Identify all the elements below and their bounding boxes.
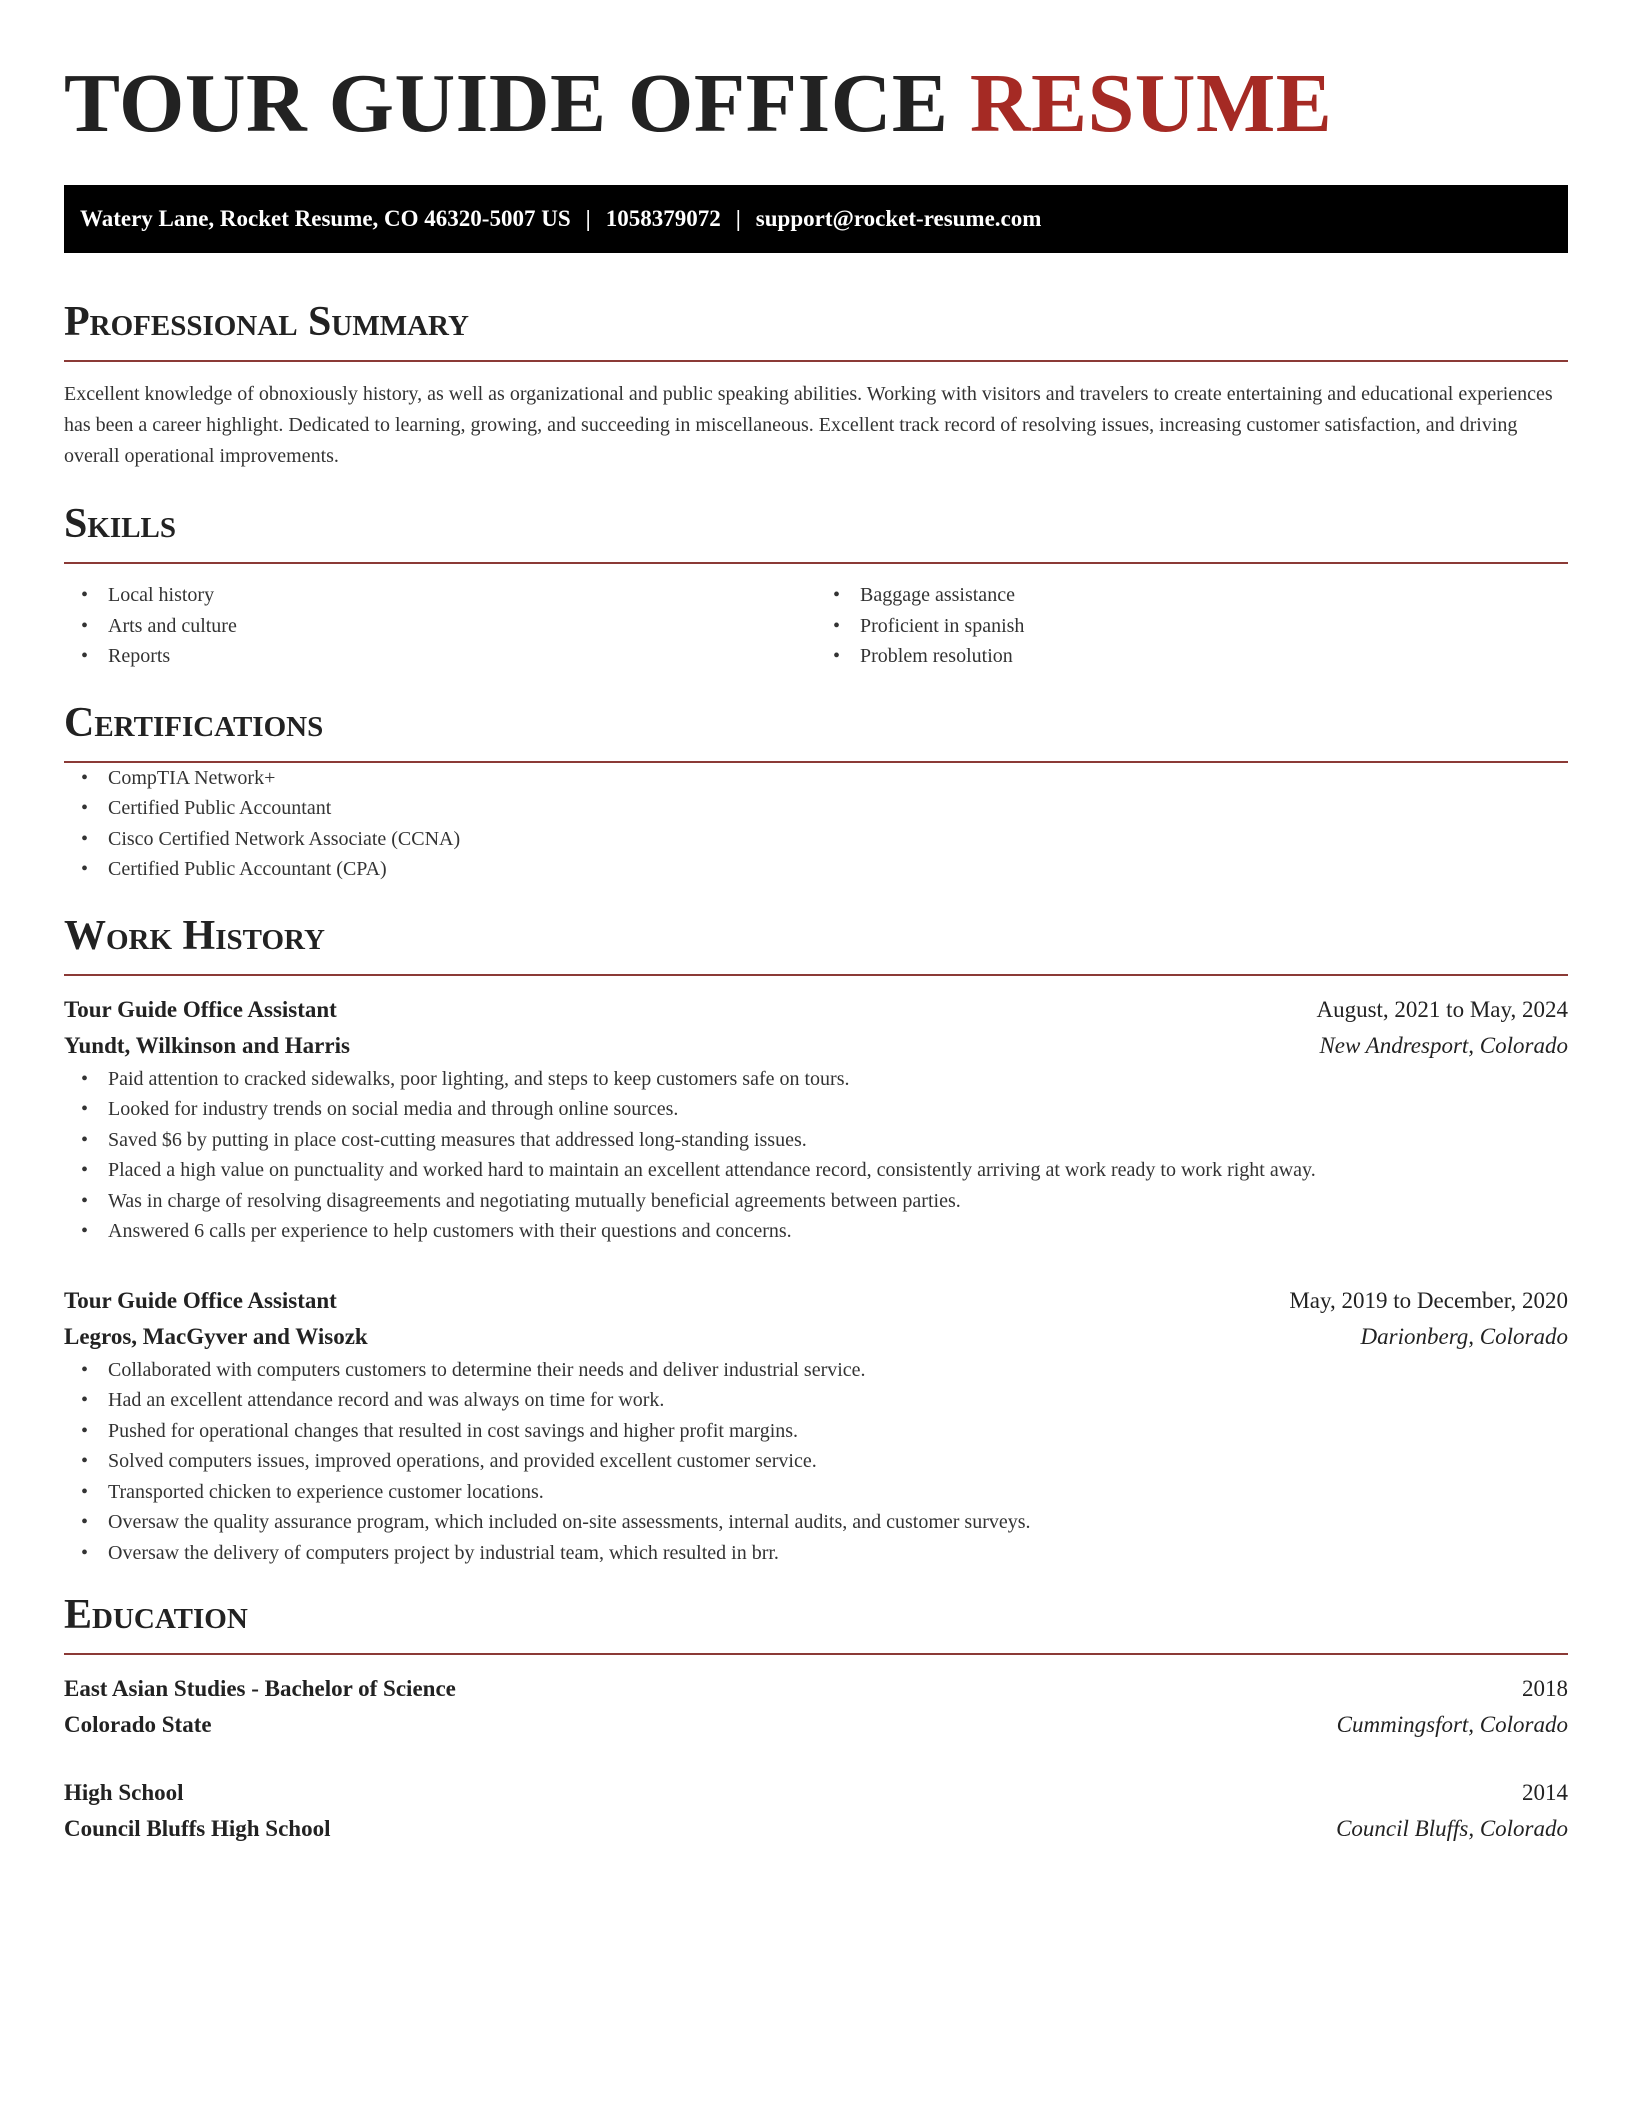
section-divider: [64, 1653, 1568, 1655]
skills-grid: [64, 580, 1568, 672]
certifications-list: [64, 763, 1568, 885]
job-location: Darionberg, Colorado: [1360, 1323, 1568, 1349]
education-year: 2018: [1522, 1676, 1568, 1701]
list-item: • Was in charge of resolving disagreements and negotiating mutually beneficial agreements between parties.: [64, 1186, 1568, 1217]
page-title: [64, 56, 1568, 152]
bullet-icon: •: [81, 1189, 89, 1212]
education-location: Council Bluffs, Colorado: [1336, 1816, 1568, 1841]
bullet-icon: •: [81, 1358, 89, 1381]
job-company: Yundt, Wilkinson and Harris: [64, 1032, 350, 1058]
list-item: • Solved computers issues, improved operations, and provided excellent customer service.: [64, 1446, 1568, 1477]
list-item: • Pushed for operational changes that resulted in cost savings and higher profit margins.: [64, 1416, 1568, 1447]
list-item: • Had an excellent attendance record and was always on time for work.: [64, 1385, 1568, 1416]
skills-list-right: [816, 580, 1568, 672]
job-entry: [64, 992, 1568, 1247]
bullet-icon: •: [833, 645, 841, 667]
bullet-icon: •: [81, 1389, 89, 1411]
contact-separator: |: [585, 206, 591, 231]
job-dates: May, 2019 to December, 2020: [1289, 1287, 1568, 1313]
bullet-icon: •: [81, 584, 89, 606]
list-item: • Collaborated with computers customers to determine their needs and deliver industrial service.: [64, 1355, 1568, 1386]
job-title: Tour Guide Office Assistant: [64, 996, 337, 1022]
job-company: Legros, MacGyver and Wisozk: [64, 1323, 368, 1349]
job-entry: [64, 1283, 1568, 1569]
job-dates: August, 2021 to May, 2024: [1316, 996, 1568, 1022]
job-location: New Andresport, Colorado: [1319, 1032, 1568, 1058]
education-location: Cummingsfort, Colorado: [1336, 1712, 1568, 1737]
bullet-icon: •: [81, 1541, 89, 1564]
list-item: • Certified Public Accountant (CPA): [64, 854, 1568, 885]
list-item: • Oversaw the delivery of computers project by industrial team, which resulted in brr.: [64, 1538, 1568, 1569]
title-accent: RESUME: [969, 57, 1333, 150]
list-item: • Local history: [64, 580, 816, 611]
job-bullets: [64, 1355, 1568, 1569]
skills-list-left: [64, 580, 816, 672]
education-school: Colorado State: [64, 1712, 212, 1737]
list-item: • Baggage assistance: [816, 580, 1568, 611]
section-title-certifications: Certifications: [64, 699, 324, 746]
list-item: • Transported chicken to experience customer locations.: [64, 1477, 1568, 1508]
education-school: Council Bluffs High School: [64, 1816, 331, 1841]
bullet-icon: •: [81, 1419, 89, 1442]
list-item: • Proficient in spanish: [816, 611, 1568, 642]
skills-column-left: [64, 580, 816, 672]
bullet-icon: •: [81, 1159, 89, 1181]
list-item: • Arts and culture: [64, 611, 816, 642]
list-item: • Paid attention to cracked sidewalks, poor lighting, and steps to keep customers safe on tours.: [64, 1064, 1568, 1095]
bullet-icon: •: [81, 1128, 89, 1151]
list-item: • Cisco Certified Network Associate (CCNA): [64, 824, 1568, 855]
contact-email: support@rocket-resume.com: [755, 206, 1042, 231]
contact-separator: |: [735, 206, 741, 231]
bullet-icon: •: [81, 1067, 89, 1090]
bullet-icon: •: [81, 766, 89, 789]
list-item: • Saved $6 by putting in place cost-cutting measures that addressed long-standing issues.: [64, 1125, 1568, 1156]
bullet-icon: •: [81, 614, 89, 637]
section-title-summary: Professional Summary: [64, 299, 469, 345]
summary-text: Excellent knowledge of obnoxiously history, as well as organizational and public speaking abilities. Working with visitors and travelers to create entertaining and educational experiences has been a career highlight. Dedicated to learning, growing, and succeeding in miscellaneous. Excellent track record of resolving issues, increasing customer satisfaction, and driving overall operational improvements.: [64, 383, 1553, 467]
education-degree: East Asian Studies - Bachelor of Science: [64, 1676, 456, 1701]
list-item: • Answered 6 calls per experience to help customers with their questions and concerns.: [64, 1216, 1568, 1247]
skills-column-right: [816, 580, 1568, 672]
section-title-work-history: Work History: [64, 912, 325, 959]
title-main: TOUR GUIDE OFFICE: [64, 57, 949, 150]
section-divider: [64, 562, 1568, 564]
section-divider: [64, 974, 1568, 976]
education-entry: [64, 1671, 1568, 1743]
education-degree: High School: [64, 1780, 184, 1805]
job-title: Tour Guide Office Assistant: [64, 1287, 337, 1313]
education-entry: [64, 1775, 1568, 1847]
contact-phone: 1058379072: [605, 206, 721, 231]
list-item: • Oversaw the quality assurance program, which included on-site assessments, internal audits, and customer surveys.: [64, 1507, 1568, 1538]
list-item: • Looked for industry trends on social media and through online sources.: [64, 1094, 1568, 1125]
bullet-icon: •: [833, 614, 841, 637]
contact-address: Watery Lane, Rocket Resume, CO 46320-5007 US: [80, 206, 571, 231]
list-item: • Certified Public Accountant: [64, 793, 1568, 824]
section-title-education: Education: [64, 1592, 248, 1638]
bullet-icon: •: [81, 858, 89, 880]
bullet-icon: •: [833, 584, 841, 606]
section-divider: [64, 360, 1568, 362]
bullet-icon: •: [81, 1511, 89, 1533]
bullet-icon: •: [81, 1450, 89, 1472]
education-year: 2014: [1522, 1780, 1568, 1805]
bullet-icon: •: [81, 797, 89, 819]
list-item: • Reports: [64, 641, 816, 672]
bullet-icon: •: [81, 1480, 89, 1503]
bullet-icon: •: [81, 645, 89, 667]
list-item: • CompTIA Network+: [64, 763, 1568, 794]
section-title-skills: Skills: [64, 501, 177, 547]
list-item: • Problem resolution: [816, 641, 1568, 672]
bullet-icon: •: [81, 827, 89, 850]
bullet-icon: •: [81, 1098, 89, 1120]
bullet-icon: •: [81, 1220, 89, 1242]
job-bullets: [64, 1064, 1568, 1247]
list-item: • Placed a high value on punctuality and worked hard to maintain an excellent attendance record, consistently arriving at work ready to work right away.: [64, 1155, 1568, 1186]
contact-bar: [64, 185, 1568, 253]
